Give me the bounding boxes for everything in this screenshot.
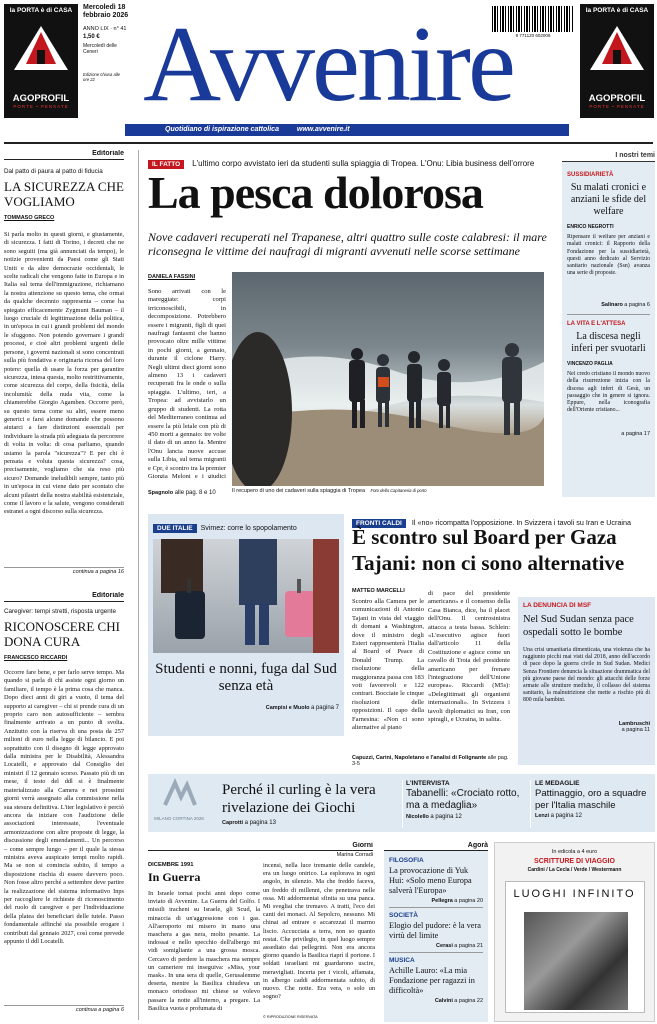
issue-number: ANNO LIX · n° 41	[83, 26, 127, 32]
due-italie-ref: Campisi e Muolo	[265, 705, 310, 711]
giorni-section: Giorni	[148, 842, 373, 851]
agora-page[interactable]: a pagina 21	[454, 943, 483, 949]
curling-headline[interactable]: Perché il curling è la vera rivelazione dei Giochi	[222, 782, 376, 816]
gaza-page[interactable]: alle pag. 3-5	[352, 755, 509, 767]
editoriale-1	[4, 150, 124, 584]
book-series: SCRITTURE DI VIAGGIO	[534, 858, 615, 865]
section-editoriale: Editoriale	[4, 150, 124, 160]
sidebar-ref: Salinaro	[601, 302, 623, 308]
continued-note[interactable]: continua a pagina 6	[4, 1005, 124, 1013]
main-headline[interactable]: La pesca dolorosa	[148, 167, 483, 218]
promo-right[interactable]	[580, 4, 654, 118]
medaglie-page[interactable]: a pagina 12	[550, 813, 582, 819]
continued-note[interactable]: continua a pagina 16	[4, 567, 124, 575]
edition-note: Edizione chiusa alle ore 22	[83, 72, 121, 82]
intervista-page[interactable]: a pagina 12	[430, 814, 462, 820]
agora-headline[interactable]: La provocazione di Yuk Hui: «Solo meno Europa salverà l'Europa»	[389, 866, 472, 895]
book-note: In edicola a 4 euro	[551, 849, 598, 855]
agora-ref: Pellegra	[431, 898, 453, 904]
due-italie-kicker: Svimez: corre lo spopolamento	[200, 525, 297, 532]
gaza-author: MATTEO MARCELLI	[352, 588, 405, 594]
book-names: Cardini / La Cecla / Verde / Westermann	[527, 867, 622, 873]
house-logo-icon	[4, 20, 78, 84]
gaza-tag: FRONTI CALDI	[352, 519, 406, 528]
sidebar-label: LA VITA E L'ATTESA	[567, 321, 626, 327]
giorni-body-2: incensi, nella luce tremante delle candele, era un luogo onirico. La esplorava in ogni angolo, in silenzio. Ma che freddo faceva, un freddo di millenni, che penetrava nelle ossa. Mi addormentai sfinita su una panca. Mi svegliai che tremavo. A tratti, l'eco dei canti dei monaci. Al Sepolcro, nessuno. Mi chinai ad entrare e accarezzai il marmo liscio. Accucciata a terra, non so quanto restai. Che privilegio, in quel luogo sempre assediato dai pellegrini. Non era ancora giorno quando la Basilica riaprì il portone. I soldati israeliani mi guardarono uscire, meravigliati. Incerta per i vicoli, affamata, in albergo caddi addormentata subito, di nuovo. Che notte. Era vera, o solo un sogno?	[263, 862, 375, 1001]
agora-page[interactable]: a pagina 22	[454, 998, 483, 1004]
book-ad[interactable]	[494, 842, 655, 1022]
sidebar-author: ENRICO NEGROTTI	[567, 224, 614, 230]
agora-ref: Cerasi	[436, 943, 453, 949]
promo-sub: PORTE • PENSATE	[589, 104, 645, 109]
main-subhead: Nove cadaveri recuperati nel Trapanese, altri quattro sulle coste calabresi: il mare riconsegna le vittime dei naufragi di migranti avvenuti nelle scorse settimane	[148, 230, 547, 258]
book-cover	[505, 881, 645, 1013]
main-ref-label: Spagnolo	[148, 490, 174, 496]
medaglie-ref: Lenzi	[535, 813, 550, 819]
editoriale-author: TOMMASO GRECO	[4, 215, 55, 221]
intervista-headline[interactable]: Tabanelli: «Crociato rotto, ma a medaglia»	[406, 788, 520, 811]
agora-box	[384, 842, 488, 1022]
sidebar-author: VINCENZO PAGLIA	[567, 361, 613, 367]
gaza-refs: Capuzzi, Carini, Napoletano e l'analisi di Folignante	[352, 755, 487, 761]
agora-section: Agorà	[384, 842, 488, 851]
gaza-body-1: Scontro alla Camera per le comunicazioni di Antonio Tajani in vista del viaggio di domani a Washington, dove il ministro degli Esteri rappresenterà l'Italia al Board of Peace di Donald Trump. La risoluzione della maggioranza passa con 183 voti favorevoli e 122 contrari. Bocciate le cinque risoluzioni delle opposizioni. Il capo della Farnesina: «Non ci sono alternative al piano	[352, 598, 424, 732]
editoriale-kicker: Dal patto di paura al patto di fiducia	[4, 168, 103, 175]
travellers-illustration	[153, 539, 339, 653]
date-line: Mercoledì 18 febbraio 2026	[83, 4, 129, 19]
editoriale-author: FRANCESCO RICCARDI	[4, 655, 68, 661]
promo-brand: AGOPROFIL	[12, 93, 70, 104]
sidebar-body: Nel credo cristiano il mondo nuovo della risurrezione inizia con la discesa agli inferi di Gesù, un passaggio che in genere si ignora. Eppure, nella iconografia dell'Oriente cristiano...	[567, 371, 650, 414]
due-italie-page[interactable]: a pagina 7	[310, 705, 339, 711]
sidebar-label: SUSSIDIARIETÀ	[567, 172, 614, 178]
barcode-number: 9 771120 602009	[515, 33, 551, 38]
tagline: Quotidiano di ispirazione cattolica	[165, 126, 279, 133]
caption-text: Il recupero di uno dei cadaveri sulla spiaggia di Tropea	[232, 488, 365, 494]
giorni-date: DICEMBRE 1991	[148, 862, 194, 868]
msf-body: Una crisi umanitaria dimenticata, una violenza che ha raggiunto picchi mai visti dal 2018, anno dell'accordo di pace dopo la guerra civile in Sud Sudan. Medici Senza Frontiere denuncia la situazione drammatica del più giovane paese del mondo: gli attacchi delle forze armate alle strutture mediche, il collasso del sistema sanitario, la malnutrizione che mette a rischio più di 800 mila bambini.	[523, 647, 650, 704]
main-ref-pages[interactable]: alle pag. 8 e 10	[174, 490, 216, 496]
main-tag: IL FATTO	[148, 160, 184, 169]
agora-label: MUSICA	[389, 957, 415, 964]
price: 1,50 €	[83, 34, 100, 40]
editoriale-headline[interactable]: LA SICUREZZA CHE VOGLIAMO	[4, 179, 124, 209]
promo-left[interactable]	[4, 4, 78, 118]
msf-box	[518, 597, 655, 765]
copyright: © RIPRODUZIONE RISERVATA	[263, 1015, 318, 1019]
medaglie-headline[interactable]: Pattinaggio, oro a squadre per l'Italia maschile	[535, 788, 647, 811]
photo-caption	[232, 488, 544, 494]
olympics-logo-text: MILANO CORTINA 2026	[154, 816, 204, 821]
caption-credit: Foto della Capitaneria di porto	[370, 488, 427, 493]
medaglie-label: LE MEDAGLIE	[535, 780, 580, 787]
gaza-body-2: di pace del presidente americano» e il consenso della Casa Bianca, dice, ha il placet dell'Onu. Il centrosinistra attacca a testa bassa. Schlein: «L'esecutivo agisce fuori dall'articolo 11 della Costituzione e agisce come un cavallo di Troia del presidente americano per frenare l'integrazione dell'Unione europea». Riccardi (M5s): «Delegittimati gli organismi internazionali». In Svizzera i tavoli diplomatici su Iran, con spiragli, e Ucraina, in salita.	[428, 590, 510, 724]
promo-sub: PORTE • PENSATE	[13, 104, 69, 109]
sidebar-temi	[562, 152, 655, 497]
sidebar-page[interactable]: a pagina 17	[621, 431, 650, 437]
gaza-headline[interactable]: È scontro sul Board per Gaza Tajani: non ci sono alternative	[352, 525, 625, 575]
section-editoriale: Editoriale	[4, 592, 124, 602]
main-kicker: L'ultimo corpo avvistato ieri da studenti sulla spiaggia di Tropea. L'Onu: Libia business dell'orrore	[192, 159, 535, 168]
promo-label: la PORTA è di CASA	[9, 7, 73, 14]
gaza-kicker: Il «no» ricompatta l'opposizione. In Svizzera i tavoli su Iran e Ucraina	[411, 518, 631, 527]
sidebar-headline[interactable]: Su malati cronici e anziani le sfide del welfare	[570, 182, 647, 217]
msf-page[interactable]: a pagina 11	[621, 727, 650, 733]
agora-page[interactable]: a pagina 20	[454, 898, 483, 904]
due-italie-tag: DUE ITALIE	[153, 524, 197, 533]
curling-ref: Caprotti	[222, 820, 244, 826]
website-link[interactable]: www.avvenire.it	[296, 126, 350, 133]
day-note: Mercoledì delle Ceneri	[83, 43, 117, 55]
intervista-label: L'INTERVISTA	[406, 780, 450, 787]
agora-ref: Calvini	[434, 998, 453, 1004]
agora-headline[interactable]: Achille Lauro: «La mia Fondazione per ragazzi in difficoltà»	[389, 966, 475, 995]
milano-cortina-logo-icon	[159, 777, 199, 811]
sidebar-headline[interactable]: La discesa negli inferi per svuotarli	[571, 331, 646, 354]
editoriale-body: Occorre fare bene, e per farlo serve tempo. Ma quando si parla di chi assiste ogni giorno un familiare, il tempo è la prima cosa che manca. Dopo dieci anni di giri a vuoto, il tema del supporto ai caregiver – chi si prende cura di un proprio caro non autosufficiente – sembra finalmente arrivato a un punto di svolta. Anzitutto con la riserva di una posta da 257 milioni di euro nella legge di bilancio. E poi soprattutto con il disegno di legge approvato dalla ministra per le Disabilità, Alessandra Locatelli, e approvato dal Consiglio dei ministri il 12 gennaio scorso. Passato più di un mese, il testo del ddl si è finalmente materializzato alla Camera e nei prossimi giorni verrà assegnato alla commissione nella sua stesura definitiva. L'iter legislativo è perciò ancora da iniziare con l'audizione delle associazioni interessate, l'eventuale armonizzazione con altre proposte di legge, la discussione degli emendamenti... Un percorso – come sempre lungo – per il quale la stessa ministra aveva auspicato tempi molto rapidi. Ma se non si comincia subito, il tempo a disposizione rischia di essere davvero poco. Non fosse altro perché a settembre deve partire la realizzazione del sistema informativo Inps per raccogliere le richieste di riconoscimento del ruolo di caregiver e per l'individuazione della platea dei beneficiari delle tutele. Passo fondamentale affinché sia possibile erogare i contributi dal gennaio 2027, così come prevede appunto il ddl Locatelli.	[4, 669, 124, 945]
main-photo[interactable]	[232, 272, 544, 486]
sidebar-body: Ripensare il welfare per anziani e malati cronici: il Rapporto della Fondazione per la sussidiarietà, questi anno dedicato al Servizio sanitario nazionale (Ssn) avanza una serie di proposte.	[567, 234, 650, 277]
giorni-author: Marina Corradi	[336, 852, 373, 858]
olympics-logo	[152, 777, 206, 829]
due-italie-box	[148, 514, 344, 736]
editoriale-headline[interactable]: RICONOSCERE CHI DONA CURA	[4, 619, 120, 649]
msf-headline[interactable]: Nel Sud Sudan senza pace ospedali sotto le bombe	[523, 614, 634, 638]
promo-brand: AGOPROFIL	[588, 93, 646, 104]
sidebar-section: I nostri temi	[562, 152, 655, 162]
house-logo-icon	[580, 20, 654, 84]
editoriale-2	[4, 592, 124, 1022]
sidebar-page[interactable]: a pagina 6	[624, 302, 650, 308]
intervista-ref: Nicolello	[406, 814, 429, 820]
tagline-bar	[125, 124, 569, 136]
agora-label: FILOSOFIA	[389, 857, 424, 864]
editoriale-body: Si parla molto in questi giorni, e giustamente, di sicurezza. I fatti di Torino, i decreti che ne sono seguiti (ma già annunciati da tempo), le notizie provenienti da Paesi come gli Stati Uniti e da altre democrazie occidentali, le scelte radicali che vengono fatte in Europa e in Italia sul tema dell'immigrazione, richiamano la nostra attenzione su questo tema, che ormai da qualche decennio rappresenta – come ha spiegato efficacemente Zygmunt Bauman – il luogo cruciale di legittimazione della politica, in un'epoca in cui i grandi problemi del mondo le sfuggono. Non potendo governare i grandi processi, e cioè altri problemi urgenti delle persone, i governi nazionali si sono concentrati sulla più fondativa e originaria ricorsa del loro potere: quella di usare la forza per garantire sicurezza, intesa questa, molto restrittivamente, come sicurezza del corpo, della fisicità, della incolumità: della nuda vita, come la chiamerebbe Giorgio Agamben. Occorre però, su questo tema come su altri, essere meno generici e farsi alcune domande che possono aiutarci a fare distinzioni essenziali per individuare la strada più adeguata da percorrere di volta in volta: di cosa parliamo, quando usiamo la parola "sicurezza"? E per chi è pensata e voluta questa sicurezza? cosa, precisamente, vogliamo che sia reso più sicuro? Domande ineludibili sempre, tanto più in un'epoca in cui viene dato per scontato che alcuni pilastri della nostra stabilità esistenziale, come il lavoro e la salute, vengono considerati estranei a ogni discorso sulla sicurezza.	[4, 231, 124, 516]
book-image	[524, 912, 628, 1010]
msf-ref: Lambruschi	[618, 721, 650, 727]
agora-headline[interactable]: Elogio del pudore: è la vera virtù del limite	[389, 921, 481, 940]
msf-label: LA DENUNCIA DI MSF	[523, 602, 592, 609]
agora-label: SOCIETÀ	[389, 912, 418, 919]
masthead-title[interactable]: Avvenire	[143, 5, 513, 124]
due-italie-headline[interactable]: Studenti e nonni, fuga dal Sud senza età	[155, 661, 337, 694]
giorni-headline[interactable]: In Guerra	[148, 870, 201, 884]
editoriale-kicker: Caregiver: tempi stretti, risposta urgente	[4, 608, 116, 615]
due-italie-photo[interactable]	[153, 539, 339, 653]
main-body: Sono arrivati con le mareggiate: corpi irriconoscibili, in decomposizione. Potrebbero essere i migranti, figli di quei naufragi fantasmi che hanno provocato oltre mille vittime in pochi giorni, a gennaio, durante il ciclone Harry. Negli ultimi dieci giorni sono almeno 13 i cadaveri recuperati fra le onde o sulla spiaggia. L'ultimo, ieri, a Tropea: ad avvistarlo un gruppo di studenti. La rotta del Mediterraneo continua ad essere la più letale con più di 450 morti a gennaio: tre volte il dato di un anno fa. Mentre l'Onu lancia nuove accuse sulla Libia, sul tema migranti e Cpr, è scontro tra la premier Giorgia Meloni e i giudici	[148, 288, 226, 478]
main-author: DANIELA FASSINI	[148, 274, 196, 280]
curling-page[interactable]: a pagina 13	[244, 820, 276, 826]
promo-label: la PORTA è di CASA	[585, 7, 649, 14]
beach-rescue-illustration	[232, 272, 544, 486]
giorni-body-1: In Israele tornai pochi anni dopo come inviato di Avvenire. La Guerra del Golfo. I missili iracheni su Israele, gli Scud, la minaccia di un'aggressione con i gas. All'aeroporto mi misero in mano una maschera a gas nera, molto pesante. La indossai e nello specchio dell'albergo mi vidi somigliante a una grossa mosca. Cercavo di perdere la maschera ma sempre un cameriere mi inseguiva: «Miss, your mask». In una sera di quelle, Gerusalemme deserta, mentre la Basilica chiudeva un monaco ortodosso mi chiese se volevo passare la notte all'interno, a pregare. La Basilica vuota e profumata di	[148, 890, 260, 1012]
book-title: LUOGHI INFINITO	[513, 888, 636, 900]
